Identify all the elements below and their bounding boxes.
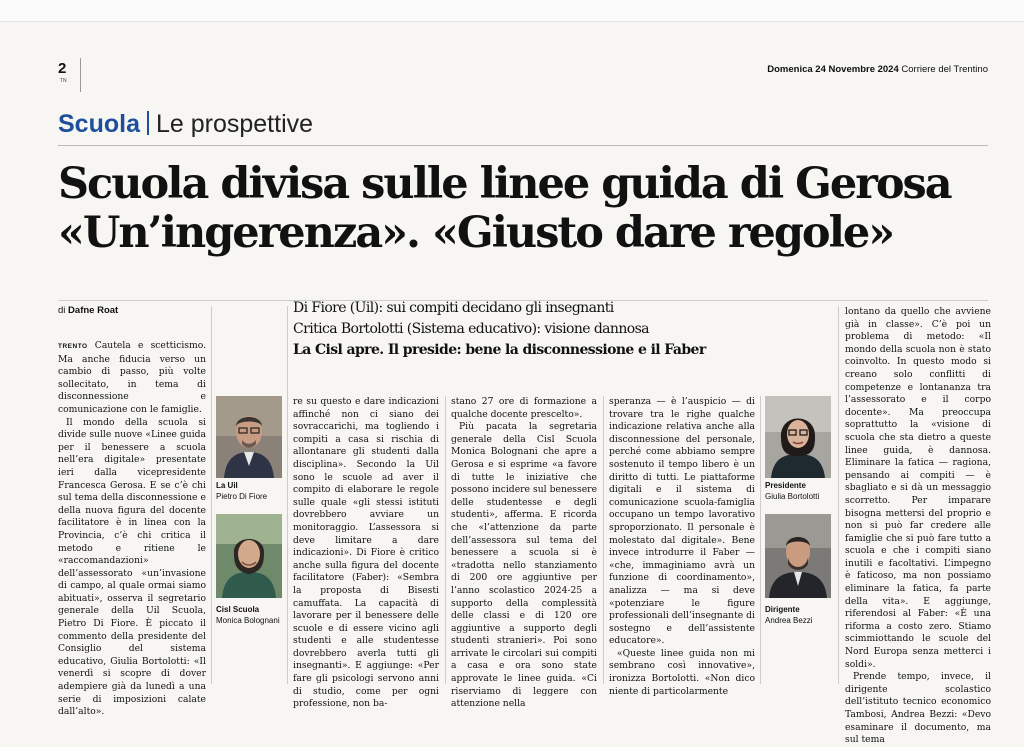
caption-title: La Uil: [216, 481, 238, 490]
column-divider: [760, 396, 761, 684]
article-paragraph: re su questo e dare indicazioni affinché non ci siano dei sovraccarichi, ma togliendo i compiti a casa si rischia di allontanare gli studenti dalla disciplina». Secondo la Uil sono le scuole ad aver il compito di elaborare le regole sulle quale «gli stessi istituti dovrebbero avviare un monitoraggio. L’assessora si deve limitare a dare indicazioni». Di Fiore è critico anche sulla figura del docente facilitatore (Faber): «Sembra la proposta di Bisesti camuffata. La capacità di lavorare per il benessere delle scuole e di essere vicino agli studenti e alle studentesse dovrebbero averla tutti gli insegnanti». E aggiunge: «Per fare gli psicologi servono anni di studio, come per ogni professione, non ba-: [293, 396, 439, 710]
caption-title: Cisl Scuola: [216, 605, 260, 614]
dateline-kicker: TRENTO: [58, 343, 88, 350]
article-column-3: [293, 396, 439, 710]
caption-name: Giulia Bortolotti: [765, 492, 820, 501]
lead-text: Cautela e scetticismo. Ma anche fiducia verso un cambio di passo, più volte sollecitato, in tema di disconnessione e comunicazione con le famiglie.: [58, 340, 206, 415]
caption-name: Monica Bolognani: [216, 616, 280, 625]
photo-caption: [765, 480, 819, 502]
subhead-line-2: Critica Bortolotti (Sistema educativo): visione dannosa: [293, 321, 649, 337]
section-header: [58, 110, 313, 139]
headline-line-1: Scuola divisa sulle linee guida di Gerosa: [58, 159, 951, 209]
article-paragraph: speranza — è l’auspicio — di trovare tra le righe qualche indicazione relativa anche alla disconnessione del personale, perché come abbiamo sempre sostenuto il tempo libero è un diritto di tutti. Le piattaforme digitali e il sistema di comunicazione scuola-famiglia occupano un tempo lavorativo sproporzionato. Il personale è molestato dal digitale». Bene invece introdurre il Faber — «che, immaginiamo avrà un funzione di coordinamento», analizza — ma si deve «potenziare le figure professionali dell’insegnante di sostegno e dell’assistente educatore».: [609, 396, 755, 647]
caption-name: Andrea Bezzi: [765, 616, 813, 625]
article-paragraph: Prende tempo, invece, il dirigente scolastico dell’istituto tecnico economico Tambosi, Andrea Bezzi: «Devo esaminare il documento, ma sul tema: [845, 671, 991, 746]
column-divider: [838, 306, 839, 684]
article-column-6: [845, 306, 991, 746]
article-column-1: [58, 340, 206, 718]
dateline: [767, 64, 988, 75]
photo-caption: [765, 604, 813, 626]
headline-line-2: «Un’ingerenza». «Giusto dare regole»: [58, 208, 894, 258]
browser-top-bar: [0, 0, 1024, 22]
subheadline: [293, 298, 808, 361]
byline-author: Dafne Roat: [68, 305, 119, 316]
caption-title: Presidente: [765, 481, 806, 490]
headline: [58, 160, 1008, 258]
section-topic: Le prospettive: [155, 110, 314, 138]
article-paragraph: «Queste linee guida non mi sembrano così innovative», ironizza Bortolotti. «Non dico niente di particolarmente: [609, 647, 755, 697]
section-divider: [147, 111, 149, 135]
article-paragraph: stano 27 ore di formazione a qualche docente prescelto».: [451, 396, 597, 420]
photo-giulia-bortolotti: [765, 396, 831, 478]
section-rule: [58, 145, 988, 146]
photo-monica-bolognani: [216, 514, 282, 598]
column-divider: [445, 396, 446, 684]
page-number: 2: [58, 60, 67, 77]
article-column-4: [451, 396, 597, 710]
article-paragraph: Più pacata la segretaria generale della Cisl Scuola Monica Bolognani che apre a Gerosa e si esprime «a favore di tutte le iniziative che possono incidere sul benessere delle studentesse e degli studenti», afferma. E ricorda che «l’attenzione da parte dell’assessora sul tema del benessere a scuola si è «tradotta nello stanziamento di 200 ore aggiuntive per l’anno scolastico 2024-25 a supporto della complessità delle classi e di 120 ore aggiuntive a supporto degli studenti stranieri». Poi sono arrivate le circolari sui compiti a casa e ora sono state approvate le linee guida. «Ci riserviamo di leggere con attenzione nella: [451, 421, 597, 710]
newspaper-name: Corriere del Trentino: [901, 64, 988, 75]
caption-title: Dirigente: [765, 605, 800, 614]
photo-caption: [216, 480, 267, 502]
column-divider: [603, 396, 604, 684]
section-name: Scuola: [58, 110, 140, 138]
caption-name: Pietro Di Fiore: [216, 492, 268, 501]
byline-prefix: di: [58, 305, 66, 316]
photo-andrea-bezzi: [765, 514, 831, 598]
subhead-line-1: Di Fiore (Uil): sui compiti decidano gli insegnanti: [293, 300, 614, 316]
article-paragraph: lontano da quello che avviene già in classe». C’è poi un problema di metodo: «Il mondo della scuola non è stato coinvolto. In questo modo si creano solo conflitti di competenze e lontananza tra l’assessorato e il corpo docente». Ma preoccupa soprattutto la «visione di scuola che sta dietro a queste linee guida, è dannosa. Eliminare la fatica — ragiona, pensando ai compiti — è sbagliato e si dà un messaggio scorretto. Per imparare bisogna mettersi del proprio e non si può far credere alle famiglie che si può fare tutto a scuola e che i compiti siano inutili e facoltativi. L’impegno è faticoso, ma non possiamo eliminare la fatica, fa parte della vita». E aggiunge, riferendosi al Faber: «È una riforma a costo zero. Stiamo scimmiottando le scuole del Nord Europa senza metterci i soldi».: [845, 306, 991, 670]
issue-date: Domenica 24 Novembre 2024: [767, 64, 899, 75]
article-paragraph: Il mondo della scuola si divide sulle nuove «Linee guida per il benessere a scuola nell’era digitale» presentate ieri dalla vicepresidente Francesca Gerosa. E se c’è chi sul tema della disconnessione e della nuova figura del docente facilitatore è in linea con la Provincia, c’è chi critica il metodo e ritiene le «raccomandazioni» dell’assessorato «un’invasione di campo, al quale ormai siamo abituati», osserva il segretario generale della Uil Scuola, Pietro Di Fiore. È piccato il commento della presidente del Consiglio del sistema educativo, Giulia Bortolotti: «Il venerdì si scopre di dover adempiere già da lunedì a una serie di imposizioni calate dall’alto».: [58, 416, 206, 718]
page-number-divider: [80, 58, 81, 92]
subhead-line-3: La Cisl apre. Il preside: bene la disconnessione e il Faber: [293, 342, 706, 358]
lead-paragraph: [58, 340, 206, 417]
photo-pietro-di-fiore: [216, 396, 282, 478]
photo-caption: [216, 604, 280, 626]
byline: [58, 305, 118, 316]
page-edition-code: TN: [60, 78, 67, 84]
column-divider: [211, 306, 212, 684]
article-column-5: [609, 396, 755, 697]
column-divider: [287, 306, 288, 684]
